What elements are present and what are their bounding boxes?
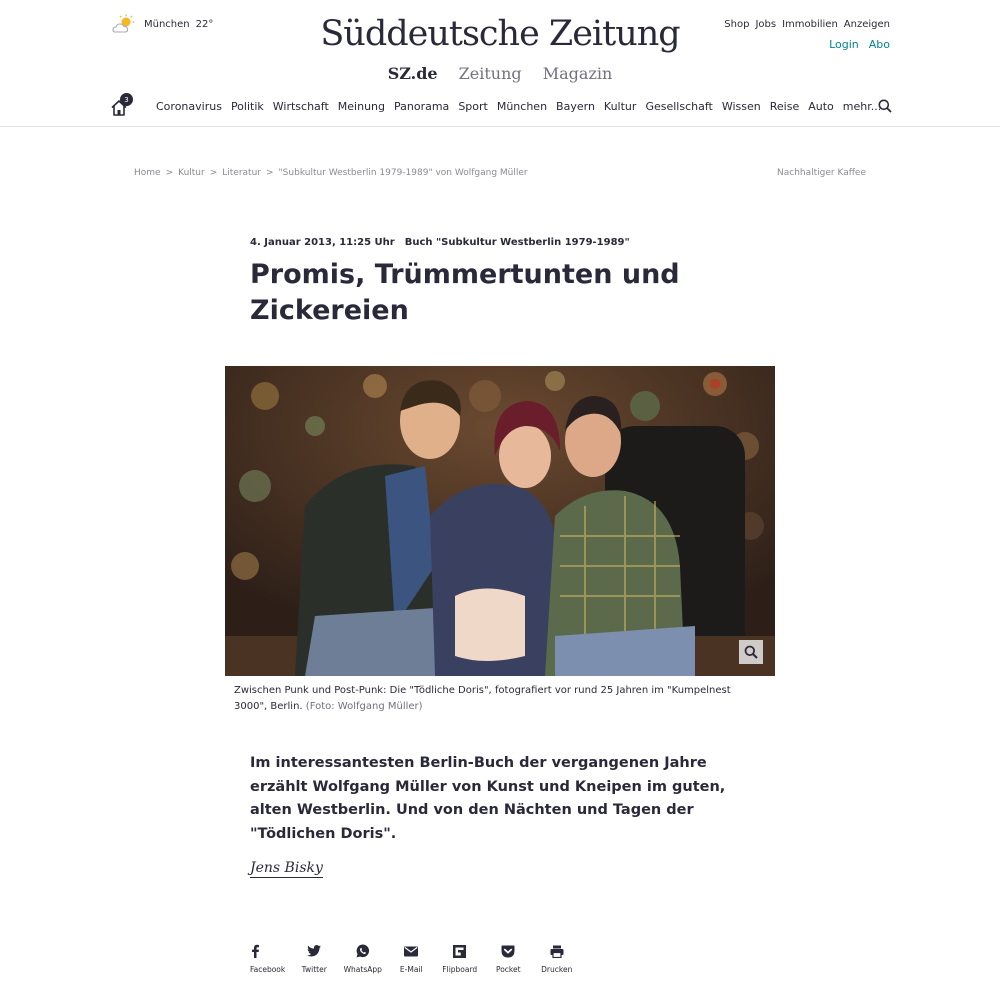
share-label: Drucken [541, 965, 573, 974]
breadcrumb-kultur[interactable]: Kultur [178, 168, 205, 178]
article-kicker: Buch "Subkultur Westberlin 1979-1989" [404, 237, 630, 248]
user-links [829, 38, 890, 51]
share-whatsapp[interactable] [339, 942, 388, 974]
link-shop[interactable]: Shop [724, 19, 750, 30]
share-label: E-Mail [399, 965, 423, 974]
tab-magazin[interactable]: Magazin [542, 64, 613, 83]
login-link[interactable]: Login [829, 38, 859, 51]
nav-item-sport[interactable]: Sport [458, 99, 488, 113]
share-twitter[interactable] [290, 942, 339, 974]
share-print[interactable] [533, 942, 582, 974]
mail-icon [404, 946, 418, 957]
notification-badge: 3 [120, 93, 133, 106]
share-email[interactable] [387, 942, 436, 974]
tab-zeitung[interactable]: Zeitung [458, 64, 522, 83]
breadcrumb-separator: > [209, 168, 218, 178]
link-jobs[interactable]: Jobs [755, 19, 777, 30]
zoom-button[interactable] [739, 640, 763, 664]
header-divider [0, 126, 1000, 127]
top-links [724, 19, 890, 30]
article-meta [250, 237, 630, 248]
photo-illustration [225, 366, 775, 676]
share-label: Pocket [495, 965, 521, 974]
nav-item-wirtschaft[interactable]: Wirtschaft [272, 99, 329, 113]
share-label: Twitter [301, 965, 327, 974]
pocket-icon [501, 945, 515, 958]
nav-item-mehr[interactable]: mehr... [842, 99, 882, 113]
nav-item-gesellschaft[interactable]: Gesellschaft [645, 99, 713, 113]
nav-item-auto[interactable]: Auto [808, 99, 834, 113]
share-pocket[interactable] [484, 942, 533, 974]
author-link[interactable]: Jens Bisky [250, 860, 323, 876]
breadcrumb-literatur[interactable]: Literatur [222, 168, 261, 178]
print-icon [550, 945, 564, 958]
breadcrumb [134, 168, 528, 178]
share-flipboard[interactable] [436, 942, 485, 974]
photo-credit: (Foto: Wolfgang Müller) [305, 701, 423, 712]
search-button[interactable] [878, 98, 892, 117]
article-photo[interactable] [225, 366, 775, 676]
weather-temperature: 22° [195, 18, 214, 30]
link-anzeigen[interactable]: Anzeigen [843, 19, 890, 30]
article-teaser: Im interessantesten Berlin-Buch der vergangenen Jahre erzählt Wolfgang Müller von Kunst und Kneipen im guten, alten Westberlin. Und von den Nächten und Tagen der "Tödlichen Doris". [250, 755, 726, 842]
caption-text: Zwischen Punk und Post-Punk: Die "Tödliche Doris", fotografiert vor rund 25 Jahren im "Kumpelnest 3000", Berlin. [234, 685, 731, 712]
weather-city: München [144, 18, 190, 30]
nav-items [156, 100, 881, 113]
nav-item-bayern[interactable]: Bayern [556, 99, 595, 113]
facebook-icon [250, 944, 260, 958]
share-facebook[interactable] [250, 942, 286, 974]
breadcrumb-current: "Subkultur Westberlin 1979-1989" von Wolfgang Müller [278, 168, 528, 178]
share-label: Flipboard [442, 965, 478, 974]
zoom-icon [744, 645, 758, 659]
breadcrumb-home[interactable]: Home [134, 168, 161, 178]
flipboard-icon [453, 945, 466, 958]
article-headline: Promis, Trümmertunten und Zickereien [250, 259, 680, 326]
breadcrumb-separator: > [266, 168, 274, 178]
search-icon [878, 99, 892, 113]
main-navigation [110, 94, 892, 118]
share-bar [250, 942, 581, 974]
promo-link[interactable]: Nachhaltiger Kaffee [777, 168, 866, 178]
brand-tabs [0, 64, 1000, 83]
link-immobilien[interactable]: Immobilien [782, 19, 838, 30]
breadcrumb-separator: > [165, 168, 174, 178]
nav-item-reise[interactable]: Reise [769, 99, 800, 113]
home-button[interactable] [110, 96, 130, 116]
photo-caption [234, 683, 754, 715]
nav-item-panorama[interactable]: Panorama [394, 99, 450, 113]
tab-sz-de[interactable]: SZ.de [387, 64, 438, 83]
share-label: Facebook [250, 965, 286, 974]
abo-link[interactable]: Abo [868, 38, 890, 51]
site-logo[interactable]: Süddeutsche Zeitung [320, 14, 680, 54]
nav-item-wissen[interactable]: Wissen [721, 99, 761, 113]
share-label: WhatsApp [343, 965, 382, 974]
nav-item-coronavirus[interactable]: Coronavirus [156, 99, 222, 113]
nav-item-kultur[interactable]: Kultur [603, 99, 637, 113]
twitter-icon [307, 945, 321, 957]
article-date: 4. Januar 2013, 11:25 Uhr [250, 237, 395, 248]
whatsapp-icon [356, 944, 370, 958]
nav-item-muenchen[interactable]: München [496, 99, 548, 113]
nav-item-meinung[interactable]: Meinung [337, 99, 385, 113]
nav-item-politik[interactable]: Politik [230, 99, 264, 113]
